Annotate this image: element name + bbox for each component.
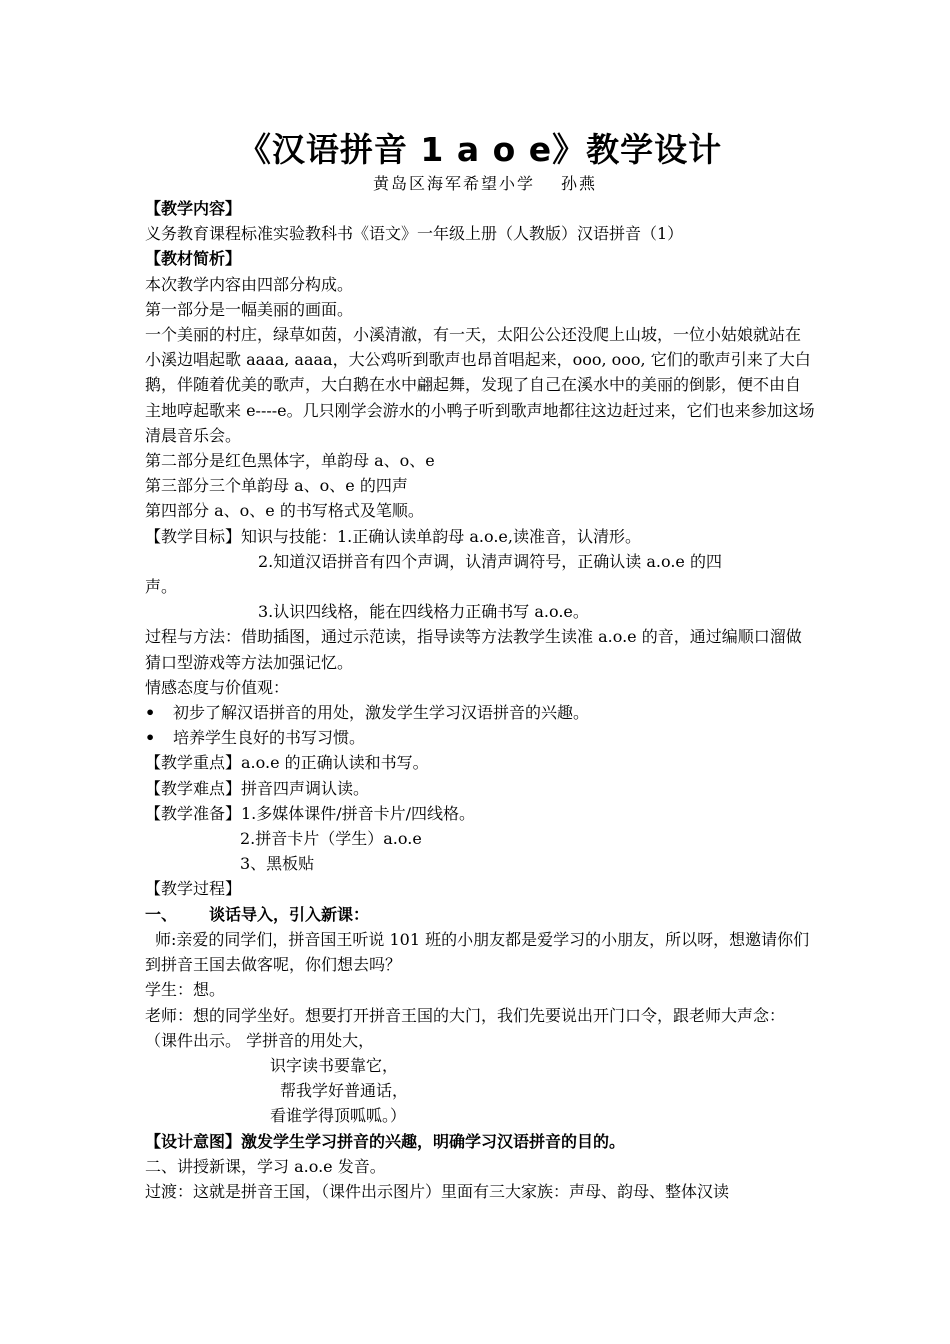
paragraph: 师:亲爱的同学们，拼音国王听说 101 班的小朋友都是爱学习的小朋友，所以呀，想邀请你们到拼音王国去做客呢，你们想去吗？ <box>145 929 810 975</box>
rhyme-line: 帮我学好普通话， <box>280 1081 409 1101</box>
rhyme-line: （课件出示。 学拼音的用处大， <box>145 1030 375 1050</box>
bullet-item: • 培养学生良好的书写习惯。 <box>145 725 815 750</box>
author-line <box>155 172 815 196</box>
paragraph: 过渡：这就是拼音王国，（课件出示图片）里面有三大家族：声母、韵母、整体汉读 <box>145 1181 730 1201</box>
heading-teaching-content: 【教学内容】 <box>145 199 242 218</box>
section-heading: 二、讲授新课，学习 a.o.e 发音。 <box>145 1156 386 1176</box>
heading-process: 【教学过程】 <box>145 879 242 899</box>
design-intent: 【设计意图】激发学生学习拼音的兴趣，明确学习汉语拼音的目的。 <box>145 1131 626 1151</box>
preparation-line: 2.拼音卡片（学生）a.o.e <box>240 829 422 849</box>
paragraph: 本次教学内容由四部分构成。 <box>145 274 354 294</box>
author-school: 黄岛区海军希望小学 <box>372 174 535 193</box>
bullet-item: • 初步了解汉语拼音的用处，激发学生学习汉语拼音的兴趣。 <box>145 700 815 725</box>
author-name: 孙燕 <box>561 174 598 193</box>
goals-line: 3.认识四线格，能在四线格力正确书写 a.o.e。 <box>258 602 589 622</box>
paragraph: 过程与方法：借助插图，通过示范读，指导读等方法教学生读准 a.o.e 的音，通过编顺口溜做猜口型游戏等方法加强记忆。 <box>145 627 802 672</box>
heading-material-analysis: 【教材简析】 <box>145 249 242 269</box>
paragraph: 一个美丽的村庄，绿草如茵，小溪清澈，有一天，太阳公公还没爬上山坡，一位小姑娘就站在小溪边唱起歌 aaaa, aaaa，大公鸡听到歌声也昂首唱起来，ooo, ooo, 它们的歌声引来了大白鹅，伴随着优美的歌声，大白鹅在水中翩起舞，发现了自己在溪水中的美丽的倒影，便不由自主地哼起歌来 e----e。几只刚学会游水的小鸭子听到歌声地都往这边赶过来，它们也来参加这场清晨音乐会。 <box>145 325 815 445</box>
preparation-line: 3、黑板贴 <box>240 854 315 874</box>
goals-line: 声。 <box>145 577 178 597</box>
rhyme-line: 看谁学得顶呱呱。） <box>270 1106 407 1126</box>
paragraph: 第一部分是一幅美丽的画面。 <box>145 299 354 319</box>
paragraph: 第三部分三个单韵母 a、o、e 的四声 <box>145 476 408 496</box>
paragraph: 第四部分 a、o、e 的书写格式及笔顺。 <box>145 501 424 521</box>
paragraph: 老师：想的同学坐好。想要打开拼音王国的大门，我们先要说出开门口令，跟老师大声念： <box>145 1005 786 1025</box>
goals-line: 2.知道汉语拼音有四个声调，认清声调符号，正确认读 a.o.e 的四 <box>258 551 722 571</box>
paragraph: 第二部分是红色黑体字，单韵母 a、o、e <box>145 451 435 471</box>
paragraph: 义务教育课程标准实验教科书《语文》一年级上册（人教版）汉语拼音（1） <box>145 224 684 244</box>
rhyme-line: 识字读书要靠它， <box>270 1055 399 1075</box>
section-title: 谈话导入，引入新课： <box>209 904 370 924</box>
preparation-line: 【教学准备】1.多媒体课件/拼音卡片/四线格。 <box>145 803 476 823</box>
document-page <box>145 128 815 1204</box>
document-title: 《汉语拼音 1 a o e》教学设计 <box>237 130 723 169</box>
key-point-line: 【教学重点】a.o.e 的正确认读和书写。 <box>145 753 429 773</box>
paragraph: 学生：想。 <box>145 980 226 1000</box>
difficulty-line: 【教学难点】拼音四声调认读。 <box>145 778 370 798</box>
section-heading <box>145 902 815 927</box>
paragraph: 情感态度与价值观： <box>145 677 290 697</box>
section-number: 一、 <box>145 904 178 924</box>
goals-line: 【教学目标】知识与技能：1.正确认读单韵母 a.o.e,读准音，认清形。 <box>145 526 641 546</box>
